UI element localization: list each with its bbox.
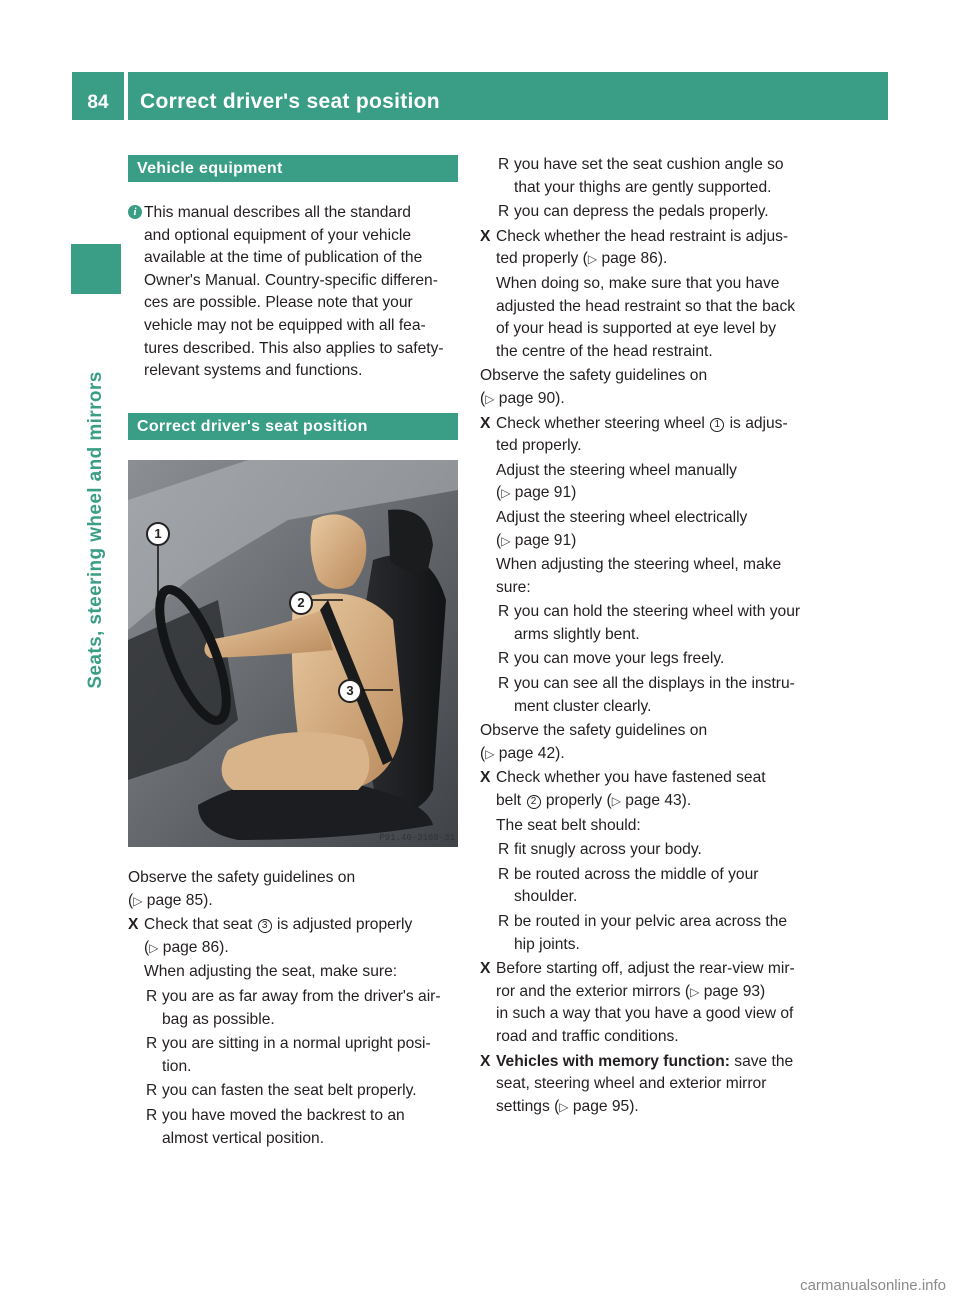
vehicle-equipment-note [128, 202, 463, 383]
step-check-seat: X Check that seat 3 is adjusted properly (▷ page 86). When adjusting the seat, make sure: [128, 916, 413, 981]
ref-arrow-icon: ▷ [559, 1099, 569, 1114]
ref-arrow-icon: ▷ [501, 533, 511, 548]
driver-seat-drawing [128, 460, 458, 847]
ref-arrow-icon: ▷ [501, 486, 511, 501]
note-line: vehicle may not be equipped with all fea- [144, 316, 426, 334]
step-memory-function: X Vehicles with memory function: save the seat, steering wheel and exterior mirror settings (▷ page 95). [480, 1052, 794, 1115]
bullet-icon: R [498, 865, 510, 883]
page-header-title: Correct driver's seat position [128, 72, 888, 120]
bullet-item: R you are sitting in a normal upright posi- tion. [146, 1035, 431, 1075]
page-ref-link[interactable]: page 43). [625, 792, 692, 810]
ref-arrow-icon: ▷ [485, 391, 495, 406]
bullet-icon: R [146, 1035, 158, 1053]
bullet-item: R be routed in your pelvic area across the hip joints. [498, 913, 788, 953]
page-ref-link[interactable]: page 93) [703, 982, 766, 1000]
callout-2: 2 [289, 591, 313, 615]
step-head-restraint: X Check whether the head restraint is adjus- ted properly (▷ page 86). When doing so, make sure that you have adjusted the head restraint so that the back of your head is supported at eye level by the centre of the head restraint. [480, 227, 796, 360]
callout-ref-1: 1 [710, 418, 724, 432]
bullet-icon: R [498, 156, 510, 173]
step-mirrors: X Before starting off, adjust the rear-view mir- ror and the exterior mirrors (▷ page 93) in such a way that you have a good view of road and traffic conditions. [480, 960, 795, 1045]
note-line: available at the time of publication of the [144, 249, 423, 267]
step-icon: X [480, 1052, 491, 1070]
bullet-icon: R [498, 675, 510, 693]
note-line: and optional equipment of your vehicle [144, 226, 412, 244]
bullet-icon: R [498, 841, 510, 859]
vehicle-equipment-heading: Vehicle equipment [128, 155, 458, 182]
note-line: Owner's Manual. Country-specific differen- [144, 271, 438, 289]
note-line: ces are possible. Please note that your [144, 294, 413, 312]
bullet-item: R fit snugly across your body. [480, 839, 816, 862]
bullet-item: R you can depress the pedals properly. [480, 201, 816, 224]
bullet-item: R you can fasten the seat belt properly. [128, 1080, 464, 1103]
bullet-item: R you can see all the displays in the instru- ment cluster clearly. [498, 675, 795, 715]
bullet-item: R be routed across the middle of your shoulder. [498, 865, 759, 906]
bullet-icon: R [146, 987, 158, 1005]
note-line: tures described. This also applies to safety- [144, 339, 444, 357]
page-ref-link[interactable]: page 86). [601, 250, 668, 268]
page-ref-link[interactable]: page 95). [572, 1097, 639, 1115]
bullet-icon: R [498, 203, 510, 221]
left-column [128, 867, 464, 1152]
bullet-item: R you have set the seat cushion angle so that your thighs are gently supported. [498, 156, 784, 196]
illustration-code: P91.40-3169-31 [379, 833, 455, 843]
ref-arrow-icon: ▷ [587, 252, 598, 267]
bullet-icon: R [146, 1082, 158, 1100]
step-icon: X [480, 769, 491, 787]
callout-ref-2: 2 [527, 795, 541, 809]
ref-arrow-icon: ▷ [611, 794, 621, 809]
callout-1: 1 [146, 522, 170, 546]
side-tab-marker [71, 244, 121, 294]
page-ref-link[interactable]: page 91) [514, 484, 577, 502]
step-seat-belt: X Check whether you have fastened seat belt 2 properly (▷ page 43). The seat belt should: [480, 769, 766, 834]
ref-arrow-icon: ▷ [133, 893, 143, 908]
step-icon: X [128, 916, 139, 934]
bullet-item: R you can hold the steering wheel with your arms slightly bent. [498, 603, 801, 643]
info-icon: i [128, 205, 142, 219]
right-column: R you have set the seat cushion angle so that your thighs are gently supported. R you can depress the pedals properly. X Check whether the head restraint is adjus- ted properly (▷ page 86). When doing so, make sure that you have adjusted the head restraint so that the back of your head is supported at eye level by the centre of the head restraint. Observe the safety guidelines on (▷ page 90). X Check whether steering wheel 1 is adjus- ted properly. Adjust the steering wheel manually (▷ page 91) Adjust the steering wheel electrically (▷ page 91) When adjusting the steering wheel, make sure: R you can hold the steering wheel with your arms slightly bent. R you can move your legs freely. R you can see all the displays in the instru- ment cluster clearly. Observe the safety guidelines on (▷ page 42). X Check whether you have fastened seat belt 2 properly (▷ page 43). The seat belt should: R fit snugly across your body. R be routed across the middle of your shoulder. R be routed in your pelvic area across the hip joints. X Before starting off, adjust the rear-view mir- ror and the exterior mirrors (▷ page 93) in such a way that you have a good view of road and traffic conditions. X Vehicles with memory function: save the seat, steering wheel and exterior mirror settings (▷ page 95). [480, 154, 816, 1118]
page-number: 84 [72, 72, 124, 120]
side-tab-label: Seats, steering wheel and mirrors [85, 371, 106, 689]
observe-guidelines-2: Observe the safety guidelines on [480, 367, 708, 385]
driver-seat-illustration [128, 460, 458, 847]
bullet-icon: R [146, 1106, 158, 1124]
page-ref-link[interactable]: page 86). [162, 938, 229, 956]
page-ref-link[interactable]: page 90). [498, 389, 565, 407]
page-ref-link[interactable]: page 91) [514, 531, 577, 549]
note-line: relevant systems and functions. [144, 362, 363, 380]
step-steering-wheel: X Check whether steering wheel 1 is adjus- ted properly. Adjust the steering wheel manually (▷ page 91) Adjust the steering wheel electrically (▷ page 91) When adjusting the steering wheel, make sure: [480, 414, 788, 596]
bullet-item: R you are as far away from the driver's air- bag as possible. [146, 987, 441, 1028]
observe-guidelines-1-ref: (▷ page 85). [128, 891, 213, 909]
callout-ref-3: 3 [258, 919, 272, 933]
seat-position-heading: Correct driver's seat position [128, 413, 458, 440]
bullet-item: R you can move your legs freely. [480, 648, 816, 671]
bullet-icon: R [498, 603, 510, 621]
page-ref-link[interactable]: page 85). [146, 891, 213, 909]
step-icon: X [480, 227, 491, 245]
callout-3: 3 [338, 679, 362, 703]
observe-guidelines-3: Observe the safety guidelines on [480, 722, 708, 740]
observe-guidelines-1: Observe the safety guidelines on [128, 869, 356, 886]
bullet-icon: R [498, 650, 510, 668]
ref-arrow-icon: ▷ [485, 746, 495, 761]
bullet-item: R you have moved the backrest to an almost vertical position. [146, 1106, 405, 1147]
bullet-icon: R [498, 913, 510, 930]
ref-arrow-icon: ▷ [690, 984, 700, 999]
note-line: This manual describes all the standard [144, 204, 411, 221]
step-icon: X [480, 960, 491, 978]
step-icon: X [480, 414, 491, 432]
side-tab [67, 300, 125, 760]
watermark: carmanualsonline.info [800, 1277, 946, 1294]
page-ref-link[interactable]: page 42). [498, 744, 565, 762]
ref-arrow-icon: ▷ [149, 940, 159, 955]
